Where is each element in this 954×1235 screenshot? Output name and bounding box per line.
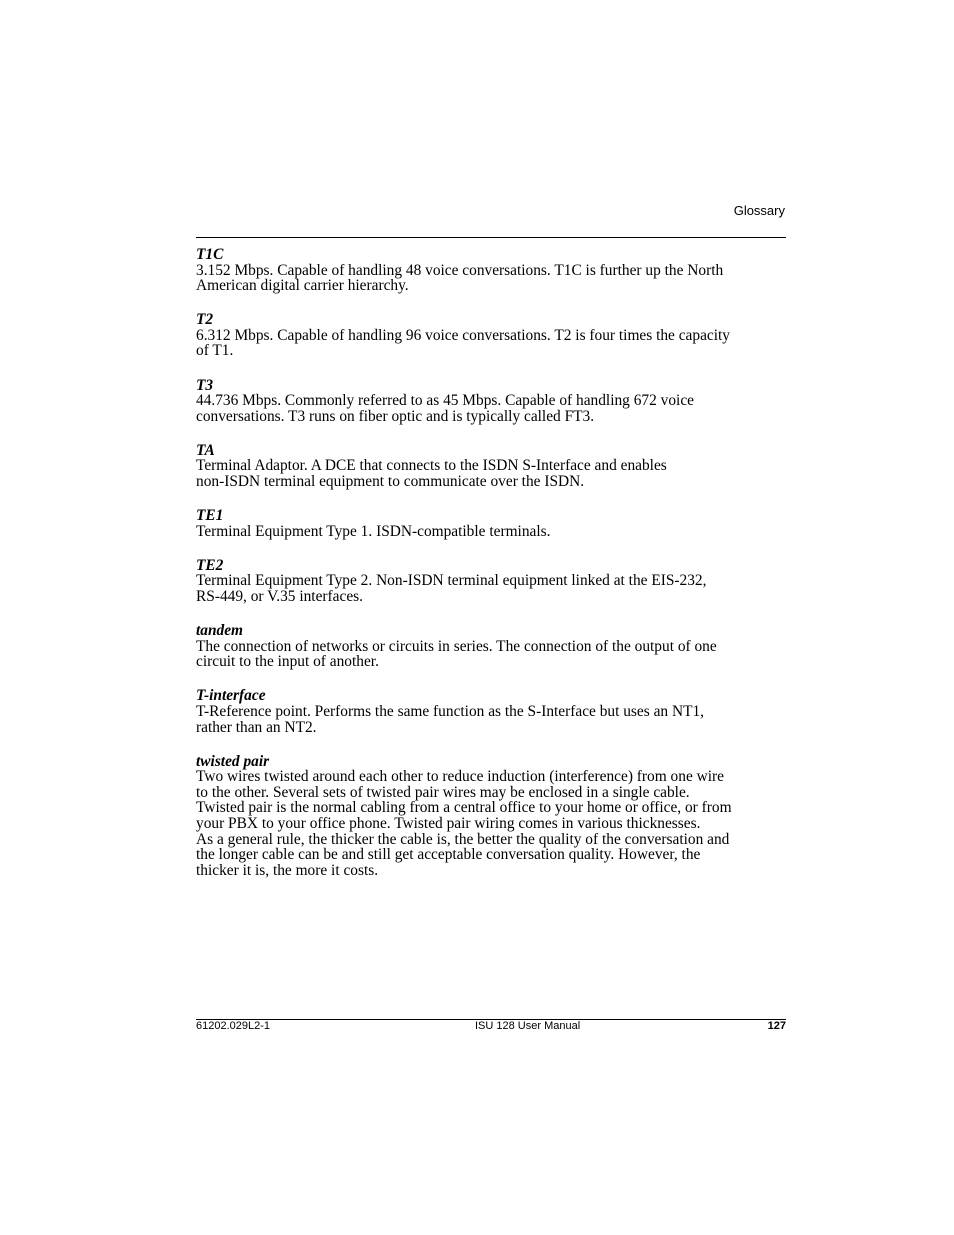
glossary-entry <box>196 508 786 539</box>
running-header: Glossary <box>733 203 785 218</box>
glossary-entries <box>196 247 786 897</box>
glossary-entry <box>196 443 786 490</box>
glossary-definition: Terminal Equipment Type 1. ISDN-compatible terminals. <box>196 522 551 540</box>
glossary-definition: 6.312 Mbps. Capable of handling 96 voice conversations. T2 is four times the capacity of T1. <box>196 326 730 360</box>
glossary-term: T2 <box>196 311 214 329</box>
glossary-definition: Terminal Equipment Type 2. Non-ISDN terminal equipment linked at the EIS-232, RS-449, or V.35 interfaces. <box>196 572 707 605</box>
glossary-term: T1C <box>196 246 224 263</box>
page-number: 127 <box>767 1020 786 1032</box>
glossary-definition: Two wires twisted around each other to reduce induction (interference) from one wire to the other. Several sets of twisted pair wires may be enclosed in a single cable. Twisted pair is the normal cabling from a central office to your home or office, or from your PBX to your office phone. Twisted pair wiring comes in various thicknesses. As a general rule, the thicker the cable is, the better the quality of the conversation and the longer cable can be and still get acceptable conversation quality. However, the thicker it is, the more it costs. <box>196 768 732 879</box>
glossary-entry <box>196 558 786 605</box>
doc-number: 61202.029L2-1 <box>196 1020 271 1032</box>
glossary-definition: 3.152 Mbps. Capable of handling 48 voice conversations. T1C is further up the North American digital carrier hierarchy. <box>196 261 724 295</box>
glossary-entry <box>196 623 786 670</box>
glossary-term: TA <box>196 441 215 459</box>
glossary-definition: Terminal Adaptor. A DCE that connects to the ISDN S-Interface and enables non-ISDN terminal equipment to communicate over the ISDN. <box>196 457 667 491</box>
glossary-definition: T-Reference point. Performs the same function as the S-Interface but uses an NT1, rather than an NT2. <box>196 702 705 736</box>
glossary-entry <box>196 378 786 425</box>
glossary-definition: 44.736 Mbps. Commonly referred to as 45 Mbps. Capable of handling 672 voice conversations. T3 runs on fiber optic and is typically called FT3. <box>196 392 694 425</box>
glossary-term: T3 <box>196 376 214 394</box>
glossary-term: tandem <box>196 622 244 640</box>
glossary-entry <box>196 312 786 359</box>
glossary-term: T-interface <box>196 687 266 705</box>
glossary-entry <box>196 754 786 879</box>
glossary-entry <box>196 247 786 294</box>
glossary-entry <box>196 688 786 735</box>
header-rule <box>196 237 786 238</box>
glossary-definition: The connection of networks or circuits in series. The connection of the output of one circuit to the input of another. <box>196 637 717 671</box>
glossary-term: TE2 <box>196 556 224 574</box>
glossary-term: twisted pair <box>196 752 270 770</box>
manual-title: ISU 128 User Manual <box>475 1020 581 1032</box>
glossary-term: TE1 <box>196 507 224 525</box>
